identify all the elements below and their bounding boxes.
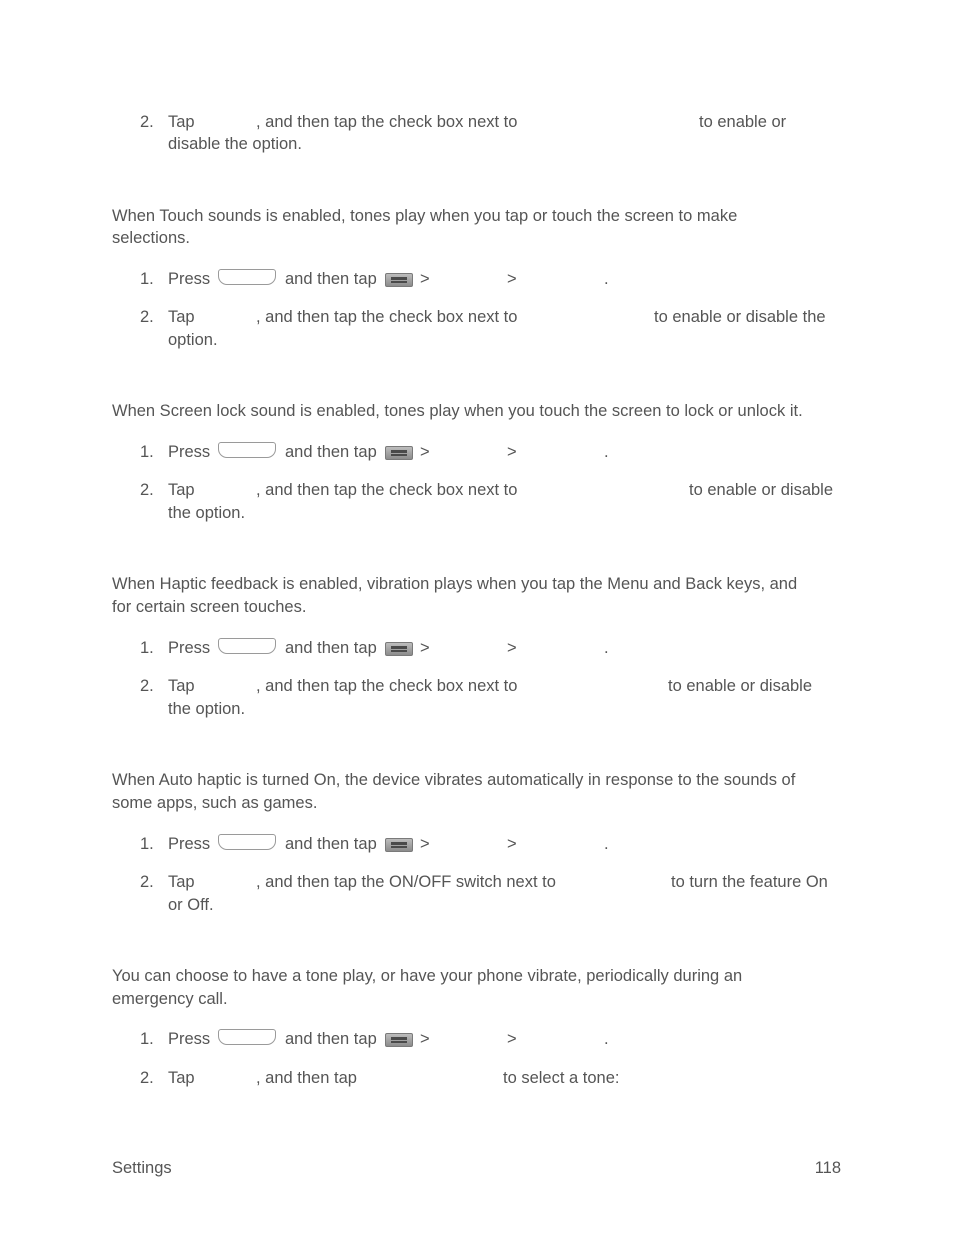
menu-key-icon	[385, 273, 413, 287]
step-number: 1.	[140, 270, 154, 288]
step-separator: >	[507, 639, 517, 657]
section-description-continued: some apps, such as games.	[112, 794, 318, 812]
step-instruction-text: , and then tap	[256, 1069, 357, 1087]
step-press-text: Press	[168, 443, 211, 461]
step-separator: >	[507, 1030, 517, 1048]
home-key-icon	[218, 638, 276, 654]
step-then-tap-text: and then tap	[285, 270, 377, 288]
step-press-text: Press	[168, 1030, 211, 1048]
step-separator: >	[420, 270, 430, 288]
step-period: .	[604, 270, 609, 288]
step-separator: >	[507, 443, 517, 461]
step-end-text: to select a tone:	[503, 1069, 620, 1087]
step-then-tap-text: and then tap	[285, 443, 377, 461]
step-number: 1.	[140, 443, 154, 461]
step-number: 1.	[140, 1030, 154, 1048]
step-press-text: Press	[168, 270, 211, 288]
menu-key-icon	[385, 838, 413, 852]
step-continuation-text: the option.	[168, 700, 246, 718]
step-period: .	[604, 639, 609, 657]
step-tap-text: Tap	[168, 113, 195, 131]
step-number: 1.	[140, 835, 154, 853]
step-instruction-text: , and then tap the check box next to	[256, 481, 518, 499]
menu-key-icon	[385, 1033, 413, 1047]
page-number: 118	[814, 1159, 841, 1177]
step-separator: >	[420, 443, 430, 461]
step-number: 2.	[140, 308, 154, 326]
step-continuation-text: the option.	[168, 504, 246, 522]
section-description-continued: for certain screen touches.	[112, 598, 307, 616]
step-press-text: Press	[168, 835, 211, 853]
step-number: 2.	[140, 1069, 154, 1087]
step-instruction-text: , and then tap the ON/OFF switch next to	[256, 873, 556, 891]
step-end-text: to enable or disable	[689, 481, 834, 499]
step-number: 2.	[140, 481, 154, 499]
step-then-tap-text: and then tap	[285, 639, 377, 657]
step-continuation-text: option.	[168, 331, 218, 349]
step-end-text: to enable or disable the	[654, 308, 826, 326]
step-number: 1.	[140, 639, 154, 657]
section-description-continued: emergency call.	[112, 990, 228, 1008]
menu-key-icon	[385, 642, 413, 656]
step-number: 2.	[140, 113, 154, 131]
section-description: When Auto haptic is turned On, the device vibrates automatically in response to the sounds of	[112, 771, 796, 789]
step-instruction-text: , and then tap the check box next to	[256, 308, 518, 326]
step-number: 2.	[140, 873, 154, 891]
step-tap-text: Tap	[168, 1069, 195, 1087]
step-separator: >	[420, 835, 430, 853]
step-separator: >	[507, 835, 517, 853]
step-number: 2.	[140, 677, 154, 695]
step-tap-text: Tap	[168, 677, 195, 695]
step-continuation-text: disable the option.	[168, 135, 302, 153]
step-continuation-text: or Off.	[168, 896, 214, 914]
step-instruction-text: , and then tap the check box next to	[256, 677, 518, 695]
section-description-continued: selections.	[112, 229, 190, 247]
step-press-text: Press	[168, 639, 211, 657]
home-key-icon	[218, 1029, 276, 1045]
menu-key-icon	[385, 446, 413, 460]
home-key-icon	[218, 834, 276, 850]
step-separator: >	[507, 270, 517, 288]
section-description: When Haptic feedback is enabled, vibration plays when you tap the Menu and Back keys, and	[112, 575, 798, 593]
step-period: .	[604, 835, 609, 853]
step-tap-text: Tap	[168, 481, 195, 499]
step-period: .	[604, 443, 609, 461]
step-end-text: to enable or disable	[668, 677, 813, 695]
footer-section-name: Settings	[112, 1159, 172, 1177]
step-end-text: to enable or	[699, 113, 787, 131]
step-instruction-text: , and then tap the check box next to	[256, 113, 518, 131]
step-tap-text: Tap	[168, 308, 195, 326]
step-separator: >	[420, 1030, 430, 1048]
home-key-icon	[218, 442, 276, 458]
section-description: When Screen lock sound is enabled, tones play when you touch the screen to lock or unlock it.	[112, 402, 803, 420]
step-period: .	[604, 1030, 609, 1048]
home-key-icon	[218, 269, 276, 285]
step-separator: >	[420, 639, 430, 657]
step-tap-text: Tap	[168, 873, 195, 891]
step-then-tap-text: and then tap	[285, 835, 377, 853]
step-end-text: to turn the feature On	[671, 873, 828, 891]
step-then-tap-text: and then tap	[285, 1030, 377, 1048]
section-description: When Touch sounds is enabled, tones play when you tap or touch the screen to make	[112, 207, 738, 225]
section-description: You can choose to have a tone play, or have your phone vibrate, periodically during an	[112, 967, 743, 985]
